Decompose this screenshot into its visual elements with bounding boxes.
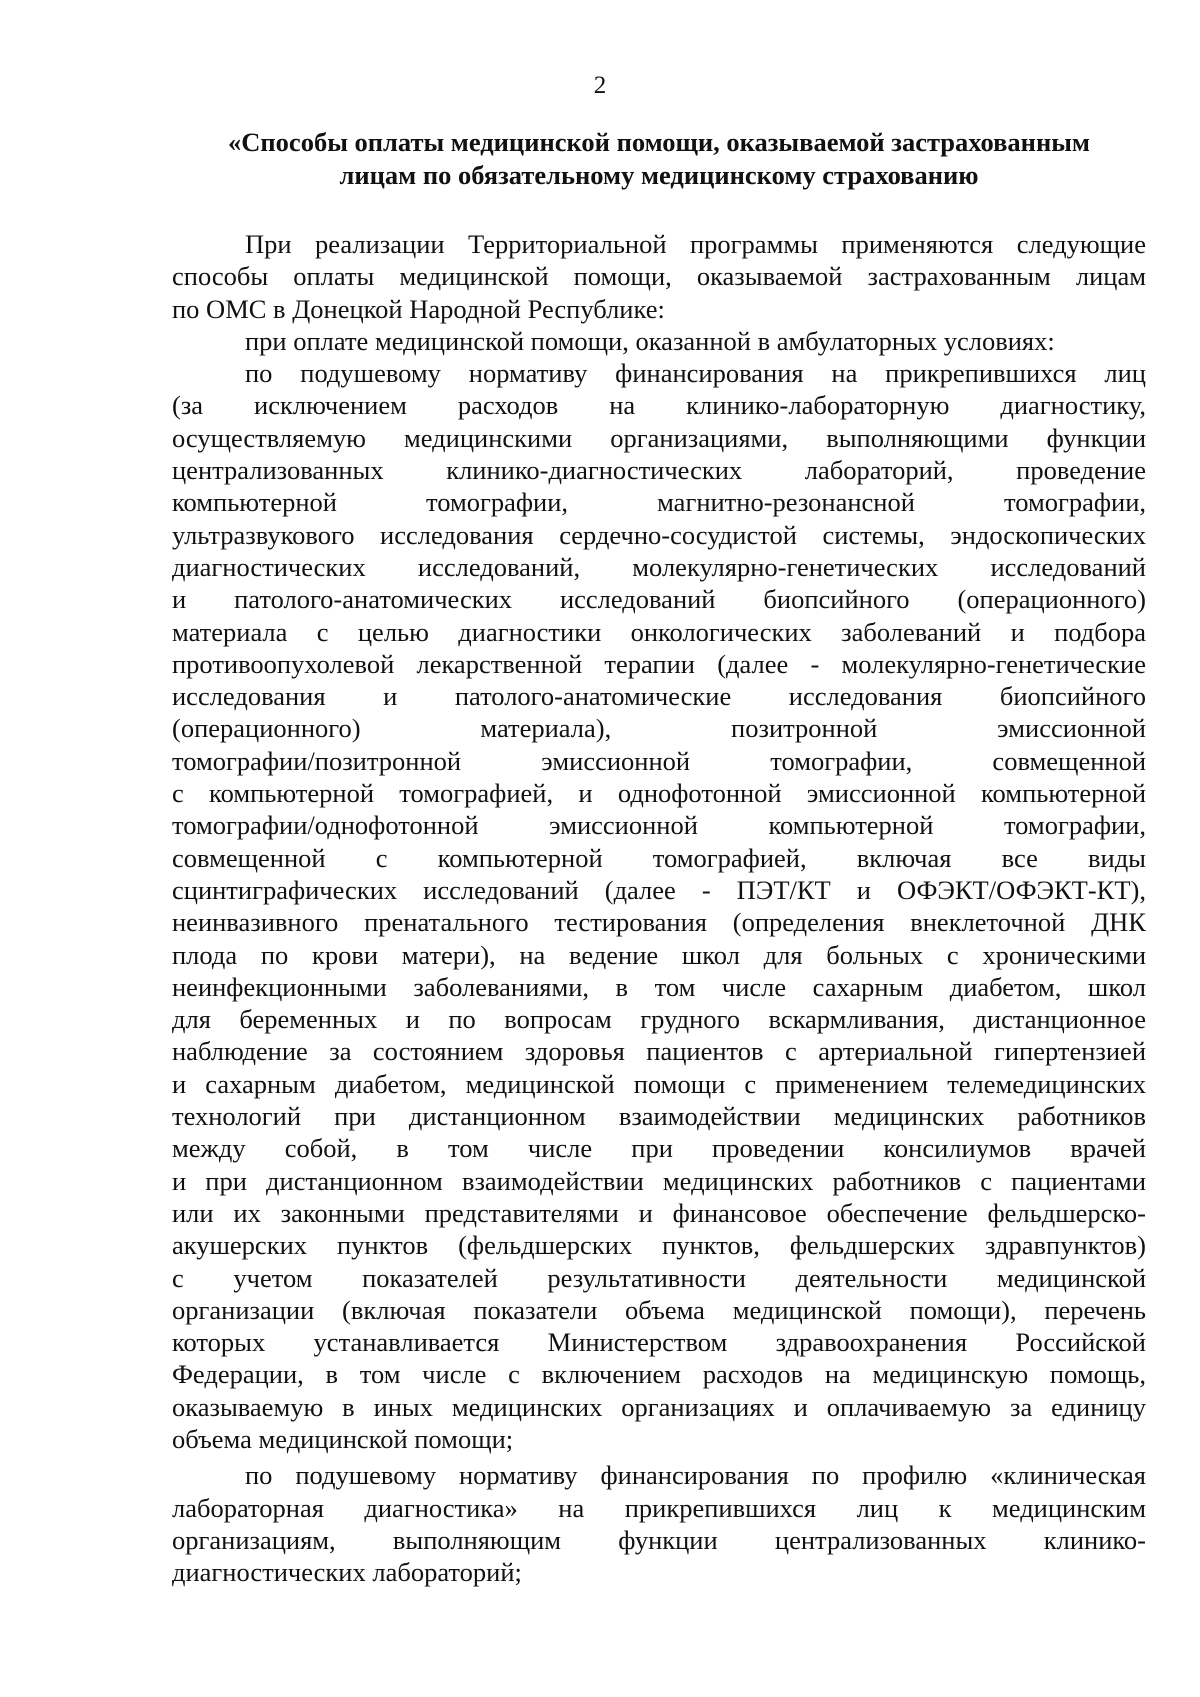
- paragraph-line: диагностических исследований, молекулярно-генетических исследований: [172, 551, 1146, 582]
- paragraph-line: оказываемую в иных медицинских организациях и оплачиваемую за единицу: [172, 1391, 1146, 1422]
- paragraph-line: и патолого-анатомических исследований биопсийного (операционного): [172, 584, 1146, 615]
- paragraph-line: наблюдение за состоянием здоровья пациентов с артериальной гипертензией: [172, 1036, 1146, 1067]
- paragraph-line: организации (включая показатели объема медицинской помощи), перечень: [172, 1294, 1146, 1325]
- paragraph-line: компьютерной томографии, магнитно-резонансной томографии,: [172, 487, 1146, 518]
- title-line: «Способы оплаты медицинской помощи, оказываемой застрахованным: [228, 127, 1090, 157]
- paragraph-line: организациям, выполняющим функции централизованных клинико-: [172, 1524, 1146, 1555]
- paragraph-line: (операционного) материала), позитронной эмиссионной: [172, 713, 1146, 744]
- paragraph-line: лабораторная диагностика» на прикрепившихся лиц к медицинским: [172, 1492, 1146, 1523]
- paragraph-line: (за исключением расходов на клинико-лабораторную диагностику,: [172, 390, 1146, 421]
- paragraph-line: акушерских пунктов (фельдшерских пунктов, фельдшерских здравпунктов): [172, 1230, 1146, 1261]
- page-number: 2: [593, 72, 607, 99]
- paragraph-line: неинфекционными заболеваниями, в том числе сахарным диабетом, школ: [172, 971, 1146, 1002]
- paragraph-line: исследования и патолого-анатомические исследования биопсийного: [172, 681, 1146, 712]
- paragraph-line: ультразвукового исследования сердечно-сосудистой системы, эндоскопических: [172, 519, 1146, 550]
- paragraph: [172, 1459, 1146, 1588]
- paragraph-line: для беременных и по вопросам грудного вскармливания, дистанционное: [172, 1004, 1146, 1035]
- paragraph-line: объема медицинской помощи;: [172, 1423, 514, 1454]
- paragraph-line: по подушевому нормативу финансирования на прикрепившихся лиц: [245, 358, 1146, 389]
- paragraph-line: с компьютерной томографией, и однофотонной эмиссионной компьютерной: [172, 778, 1146, 809]
- paragraph-line: сцинтиграфических исследований (далее - ПЭТ/КТ и ОФЭКТ/ОФЭКТ-КТ),: [172, 874, 1146, 905]
- paragraph-line: технологий при дистанционном взаимодействии медицинских работников: [172, 1101, 1146, 1132]
- paragraph-line: томографии/позитронной эмиссионной томографии, совмещенной: [172, 745, 1146, 776]
- paragraph-line: материала с целью диагностики онкологических заболеваний и подбора: [172, 616, 1146, 647]
- paragraph-line: Федерации, в том числе с включением расходов на медицинскую помощь,: [172, 1359, 1146, 1390]
- paragraph-line: и при дистанционном взаимодействии медицинских работников с пациентами: [172, 1165, 1146, 1196]
- paragraph-line: по ОМС в Донецкой Народной Республике:: [172, 293, 665, 324]
- paragraph-line: по подушевому нормативу финансирования по профилю «клиническая: [245, 1460, 1146, 1491]
- body-text: [172, 228, 1146, 1588]
- paragraph-line: плода по крови матери), на ведение школ для больных с хроническими: [172, 939, 1146, 970]
- paragraph-line: способы оплаты медицинской помощи, оказываемой застрахованным лицам: [172, 261, 1146, 292]
- paragraph: [172, 228, 1146, 325]
- paragraph-line: При реализации Территориальной программы применяются следующие: [245, 229, 1146, 259]
- paragraph-line: или их законными представителями и финансовое обеспечение фельдшерско-: [172, 1197, 1146, 1228]
- section-title: [172, 126, 1146, 192]
- paragraph-line: совмещенной с компьютерной томографией, включая все виды: [172, 842, 1146, 873]
- paragraph-line: осуществляемую медицинскими организациями, выполняющими функции: [172, 422, 1146, 453]
- paragraph-line: диагностических лабораторий;: [172, 1557, 522, 1588]
- paragraph-line: томографии/однофотонной эмиссионной компьютерной томографии,: [172, 810, 1146, 841]
- paragraph: [172, 325, 1146, 357]
- paragraph-line: неинвазивного пренатального тестирования (определения внеклеточной ДНК: [172, 907, 1146, 938]
- paragraph-line: централизованных клинико-диагностических лабораторий, проведение: [172, 455, 1146, 486]
- paragraph-line: и сахарным диабетом, медицинской помощи с применением телемедицинских: [172, 1068, 1146, 1099]
- paragraph-line: при оплате медицинской помощи, оказанной в амбулаторных условиях:: [245, 325, 1055, 356]
- paragraph-line: между собой, в том числе при проведении консилиумов врачей: [172, 1133, 1146, 1164]
- paragraph-line: с учетом показателей результативности деятельности медицинской: [172, 1262, 1146, 1293]
- paragraph: [172, 357, 1146, 1455]
- paragraph-line: которых устанавливается Министерством здравоохранения Российской: [172, 1327, 1146, 1358]
- paragraph-line: противоопухолевой лекарственной терапии (далее - молекулярно-генетические: [172, 648, 1146, 679]
- title-line: лицам по обязательному медицинскому страхованию: [339, 160, 979, 190]
